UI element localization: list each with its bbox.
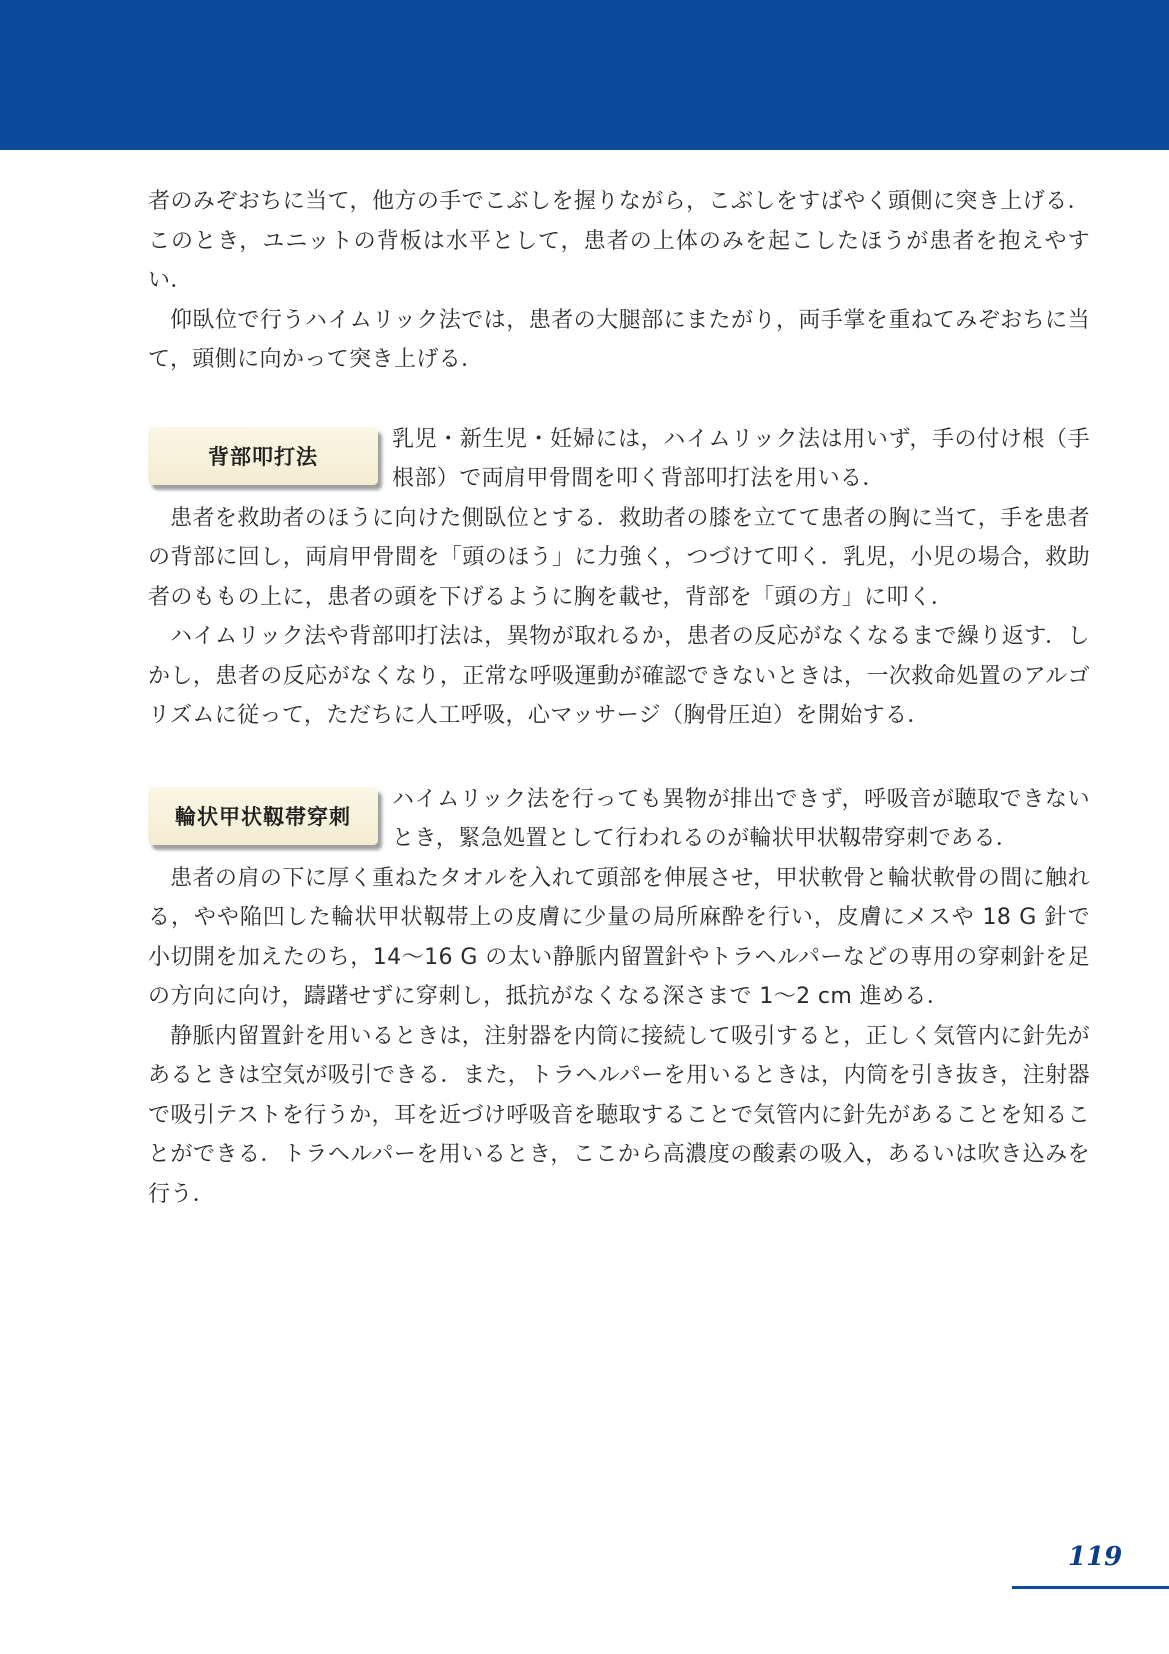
section-lead-text: 乳児・新生児・妊婦には，ハイムリック法は用いず，手の付け根（手根部）で両肩甲骨間を叩く背部叩打法を用いる． bbox=[392, 426, 1090, 491]
paragraph: 静脈内留置針を用いるときは，注射器を内筒に接続して吸引すると，正しく気管内に針先があるときは空気が吸引できる．また，トラヘルパーを用いるときは，内筒を引き抜き，注射器で吸引テストを行うか，耳を近づけ呼吸音を聴取することで気管内に針先があることを知ることができる．トラヘルパーを用いるとき，ここから高濃度の酸素の吸入，あるいは吹き込みを行う． bbox=[148, 1023, 1090, 1207]
paragraph-supine-heimlich: 仰臥位で行うハイムリック法では，患者の大腿部にまたがり，両手掌を重ねてみぞおちに当て，頭側に向かって突き上げる． bbox=[148, 307, 1090, 372]
section-cricothyroid-puncture bbox=[148, 780, 1090, 1215]
paragraph: ハイムリック法や背部叩打法は，異物が取れるか，患者の反応がなくなるまで繰り返す．しかし，患者の反応がなくなり，正常な呼吸運動が確認できないときは，一次救命処置のアルゴリズムに従って，ただちに人工呼吸，心マッサージ（胸骨圧迫）を開始する． bbox=[148, 624, 1090, 728]
section-back-blows bbox=[148, 420, 1090, 736]
section-lead bbox=[148, 420, 1090, 499]
section-lead bbox=[148, 780, 1090, 859]
page-number: 119 bbox=[1068, 1542, 1123, 1572]
body-text bbox=[148, 182, 1090, 1214]
paragraph: 患者を救助者のほうに向けた側臥位とする．救助者の膝を立てて患者の胸に当て，手を患者の背部に回し，両肩甲骨間を「頭のほう」に力強く，つづけて叩く．乳児，小児の場合，救助者のももの上に，患者の頭を下げるように胸を載せ，背部を「頭の方」に叩く． bbox=[148, 505, 1090, 610]
section-lead-text: ハイムリック法を行っても異物が排出できず，呼吸音が聴取できないとき，緊急処置として行われるのが輪状甲状靱帯穿刺である． bbox=[392, 786, 1090, 851]
footer-rule bbox=[1012, 1586, 1169, 1589]
paragraph-continuation: 者のみぞおちに当て，他方の手でこぶしを握りながら，こぶしをすばやく頭側に突き上げる．このとき，ユニットの背板は水平として，患者の上体のみを起こしたほうが患者を抱えやすい． bbox=[148, 189, 1090, 293]
section-label: 輪状甲状靱帯穿刺 bbox=[148, 787, 378, 845]
section-label: 背部叩打法 bbox=[148, 427, 378, 485]
paragraph: 患者の肩の下に厚く重ねたタオルを入れて頭部を伸展させ，甲状軟骨と輪状軟骨の間に触れる，やや陥凹した輪状甲状靱帯上の皮膚に少量の局所麻酔を行い，皮膚にメスや 18 G 針で小切開を加えたのち，14～16 G の太い静脈内留置針やトラヘルパーなどの専用の穿刺針を足の方向に向け，躊躇せずに穿刺し，抵抗がなくなる深さまで 1～2 cm 進める． bbox=[148, 865, 1090, 1009]
header-band bbox=[0, 0, 1169, 150]
